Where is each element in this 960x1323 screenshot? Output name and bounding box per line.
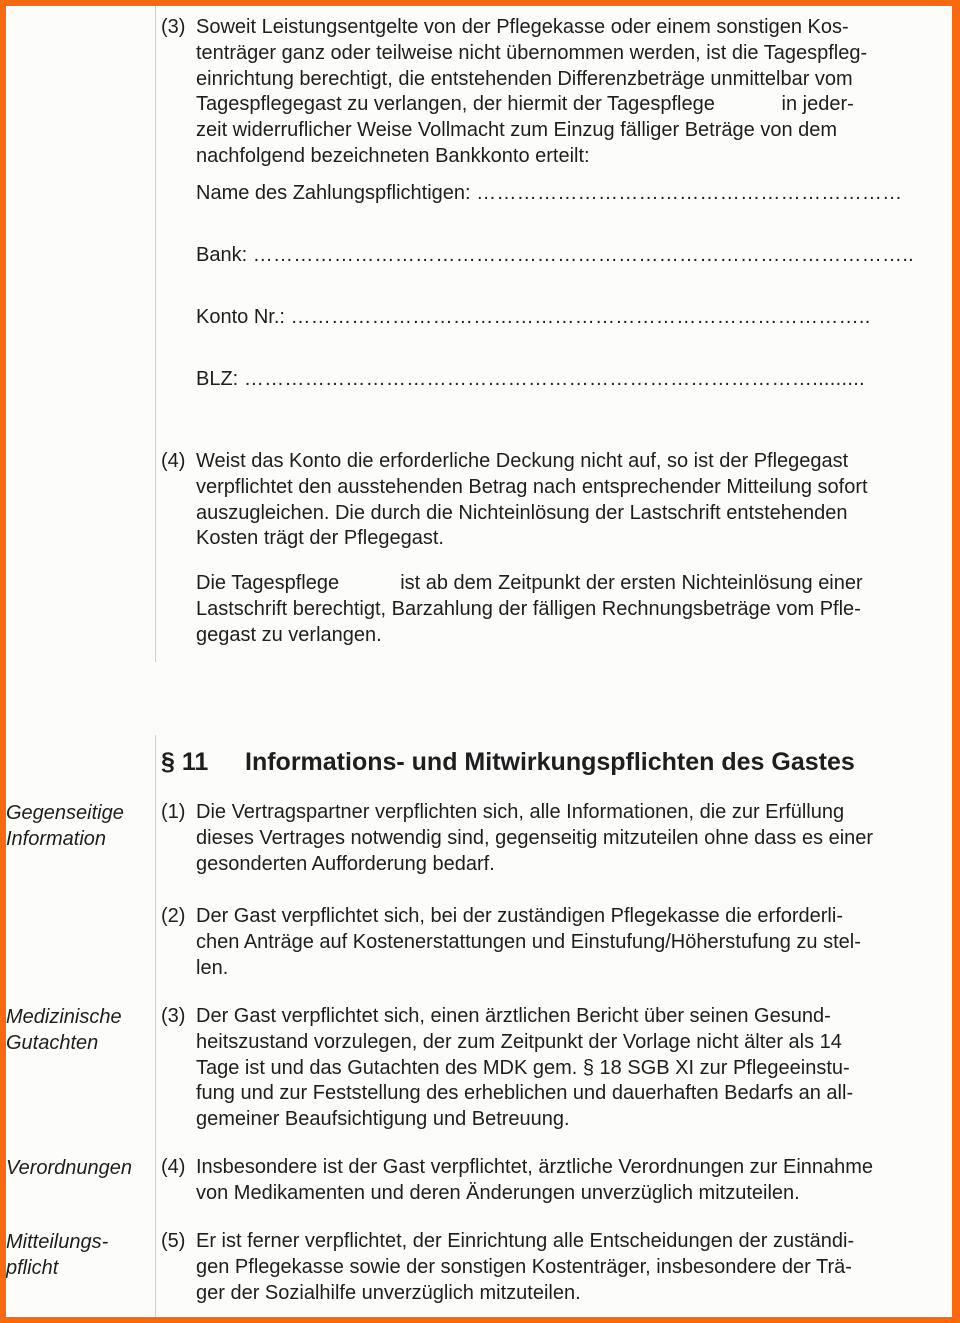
margin-note-line: pflicht bbox=[6, 1257, 59, 1279]
text-line: Tage ist und das Gutachten des MDK gem. § 18 SGB XI zur Pflegeeinstu- bbox=[196, 1056, 850, 1079]
section-title: Informations- und Mitwirkungspflichten des Gastes bbox=[245, 748, 855, 776]
text-line: Lastschrift berechtigt, Barzahlung der fälligen Rechnungsbeträge vom Pfle- bbox=[196, 597, 861, 620]
paragraph-number: (4) bbox=[161, 1156, 186, 1178]
text-line: Weist das Konto die erforderliche Deckung nicht auf, so ist der Pflegegast bbox=[196, 450, 849, 472]
margin-note-line: Medizinische bbox=[6, 1006, 122, 1028]
paragraph-number: (2) bbox=[161, 905, 186, 927]
paragraph-number: (3) bbox=[161, 16, 186, 38]
fill-in-dots: ………………………………………………………………………….. bbox=[290, 306, 871, 328]
paragraph-number: (1) bbox=[161, 801, 186, 823]
text-line: auszugleichen. Die durch die Nichteinlösung der Lastschrift entstehenden bbox=[196, 501, 848, 524]
document-page bbox=[6, 6, 952, 1317]
section-number: § 11 bbox=[161, 748, 209, 776]
text-line: tenträger ganz oder teilweise nicht übernommen werden, ist die Tagespfleg- bbox=[196, 41, 868, 64]
margin-note-notification-duty bbox=[6, 1229, 108, 1281]
text-line: Die Vertragspartner verpflichten sich, alle Informationen, die zur Erfüllung bbox=[196, 801, 845, 823]
text-line: gesonderten Aufforderung bedarf. bbox=[196, 852, 495, 875]
paragraph-number: (5) bbox=[161, 1230, 186, 1252]
section-heading bbox=[161, 748, 855, 777]
text-line: gemeiner Beaufsichtigung und Betreuung. bbox=[196, 1108, 570, 1131]
bank-code-field[interactable] bbox=[196, 366, 865, 392]
margin-note-line: Information bbox=[6, 828, 107, 850]
field-label: Name des Zahlungspflichtigen: bbox=[196, 182, 471, 204]
fill-in-dots: …………………………………………………………………………......... bbox=[243, 368, 865, 390]
payer-name-field[interactable] bbox=[196, 180, 902, 206]
text-line: gen Pflegekasse sowie der sonstigen Kostenträger, insbesondere der Trä- bbox=[196, 1255, 852, 1278]
text-line: einrichtung berechtigt, die entstehenden Differenzbeträge unmittelbar vom bbox=[196, 67, 853, 90]
text-line: dieses Vertrages notwendig sind, gegenseitig mitzuteilen ohne dass es einer bbox=[196, 826, 874, 849]
text-line: Tagespflegegast zu verlangen, der hiermit der Tagespflege in jeder- bbox=[196, 93, 854, 116]
text-line: Die Tagespflege ist ab dem Zeitpunkt der ersten Nichteinlösung einer bbox=[196, 572, 863, 595]
text-line: Er ist ferner verpflichtet, der Einrichtung alle Entscheidungen der zuständi- bbox=[196, 1230, 855, 1252]
margin-note-line: Verordnungen bbox=[6, 1157, 133, 1179]
margin-note-line: Mitteilungs- bbox=[6, 1231, 109, 1253]
bank-field[interactable] bbox=[196, 242, 914, 268]
account-number-field[interactable] bbox=[196, 304, 871, 330]
margin-note-information bbox=[6, 800, 124, 852]
text-line: Insbesondere ist der Gast verpflichtet, ärztliche Verordnungen zur Einnahme bbox=[196, 1156, 874, 1178]
text-line: gegast zu verlangen. bbox=[196, 623, 382, 646]
paragraph-number: (4) bbox=[161, 450, 186, 472]
margin-note-line: Gegenseitige bbox=[6, 802, 124, 824]
text-line: ger der Sozialhilfe unverzüglich mitzuteilen. bbox=[196, 1281, 581, 1304]
text-line: Der Gast verpflichtet sich, bei der zuständigen Pflegekasse die erforderli- bbox=[196, 905, 843, 927]
fill-in-dots: ……………………………………………………… bbox=[476, 182, 903, 204]
text-line: verpflichtet den ausstehenden Betrag nach entsprechender Mitteilung sofort bbox=[196, 475, 868, 498]
text-line: nachfolgend bezeichneten Bankkonto erteilt: bbox=[196, 144, 590, 167]
margin-divider bbox=[155, 735, 156, 1317]
text-line: Kosten trägt der Pflegegast. bbox=[196, 527, 444, 550]
text-line: chen Anträge auf Kostenerstattungen und Einstufung/Höherstufung zu stel- bbox=[196, 930, 861, 953]
fill-in-dots: …………………………………………………………………………………….. bbox=[252, 244, 915, 266]
text-line: Der Gast verpflichtet sich, einen ärztlichen Bericht über seinen Gesund- bbox=[196, 1005, 831, 1027]
field-label: Konto Nr.: bbox=[196, 306, 285, 328]
margin-note-line: Gutachten bbox=[6, 1032, 99, 1054]
text-line: Soweit Leistungsentgelte von der Pflegekasse oder einem sonstigen Kos- bbox=[196, 16, 849, 38]
paragraph-number: (3) bbox=[161, 1005, 186, 1027]
text-line: len. bbox=[196, 956, 229, 979]
field-label: BLZ: bbox=[196, 368, 239, 390]
text-line: heitszustand vorzulegen, der zum Zeitpunkt der Vorlage nicht älter als 14 bbox=[196, 1030, 842, 1053]
text-line: von Medikamenten und deren Änderungen unverzüglich mitzuteilen. bbox=[196, 1181, 800, 1204]
text-line: zeit widerruflicher Weise Vollmacht zum Einzug fälliger Beträge von dem bbox=[196, 119, 838, 142]
margin-note-prescriptions bbox=[6, 1155, 132, 1181]
margin-note-medical-reports bbox=[6, 1004, 122, 1056]
field-label: Bank: bbox=[196, 244, 248, 266]
text-line: fung und zur Feststellung des erheblichen und dauerhaften Bedarfs an all- bbox=[196, 1082, 854, 1105]
margin-divider bbox=[155, 6, 156, 662]
